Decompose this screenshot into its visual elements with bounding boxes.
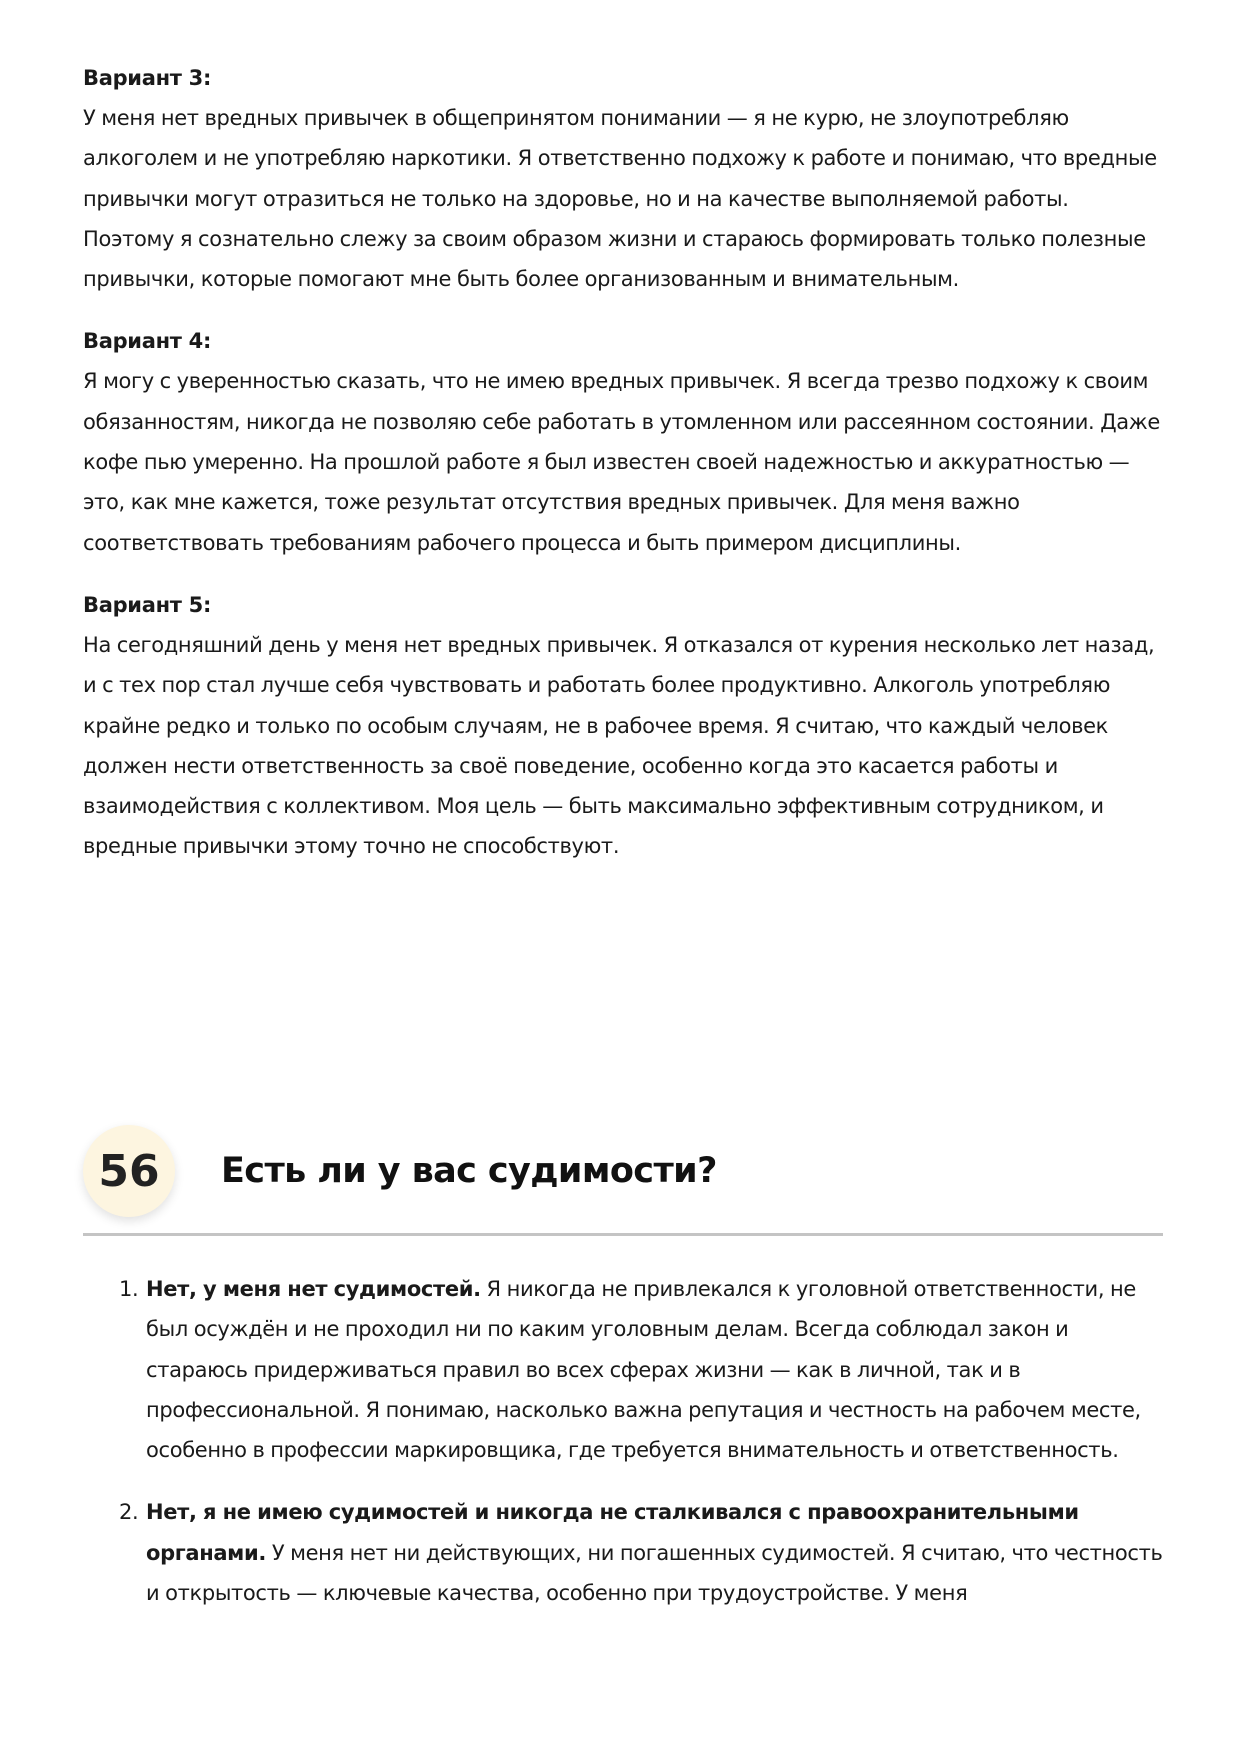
answer-item: [83, 1492, 1163, 1613]
answer-number: 2.: [119, 1500, 139, 1525]
variant-text: На сегодняшний день у меня нет вредных привычек. Я отказался от курения несколько лет назад, и с тех пор стал лучше себя чувствовать и работать более продуктивно. Алкоголь употребляю крайне редко и только по особым случаям, не в рабочее время. Я считаю, что каждый человек должен нести ответственность за своё поведение, особенно когда это касается работы и взаимодействия с коллективом. Моя цель — быть максимально эффективным сотрудником, и вредные привычки этому точно не способствуют.: [83, 632, 1155, 859]
answers-list: [83, 1269, 1163, 1635]
variant-block: [83, 321, 1163, 562]
answer-lead: Нет, у меня нет судимостей.: [146, 1277, 481, 1301]
answer-text: У меня нет ни действующих, ни погашенных судимостей. Я считаю, что честность и открытость — ключевые качества, особенно при трудоустройстве. У меня: [146, 1540, 1163, 1606]
variant-text: Я могу с уверенностью сказать, что не имею вредных привычек. Я всегда трезво подхожу к своим обязанностям, никогда не позволяю себе работать в утомленном или рассеянном состоянии. Даже кофе пью умеренно. На прошлой работе я был известен своей надежностью и аккуратностью — это, как мне кажется, тоже результат отсутствия вредных привычек. Для меня важно соответствовать требованиям рабочего процесса и быть примером дисциплины.: [83, 369, 1160, 555]
variant-title: Вариант 4:: [83, 329, 212, 354]
question-title: Есть ли у вас судимости?: [221, 1151, 717, 1191]
answer-lead: Нет, я не имею судимостей и никогда не сталкивался с правоохранительными органами.: [146, 1500, 1079, 1565]
divider: [83, 1233, 1163, 1236]
answer-text: Я никогда не привлекался к уголовной ответственности, не был осуждён и не проходил ни по каким уголовным делам. Всегда соблюдал закон и стараюсь придерживаться правил во всех сферах жизни — как в личной, так и в профессиональной. Я понимаю, насколько важна репутация и честность на рабочем месте, особенно в профессии маркировщика, где требуется внимательность и ответственность.: [146, 1277, 1141, 1463]
variants-section: [83, 58, 1163, 889]
answer-number: 1.: [119, 1277, 139, 1301]
variant-block: [83, 58, 1163, 299]
variant-title: Вариант 5:: [83, 592, 212, 617]
variant-text: У меня нет вредных привычек в общепринятом понимании — я не курю, не злоупотребляю алкоголем и не употребляю наркотики. Я ответственно подхожу к работе и понимаю, что вредные привычки могут отразиться не только на здоровье, но и на качестве выполняемой работы. Поэтому я сознательно слежу за своим образом жизни и стараюсь формировать только полезные привычки, которые помогают мне быть более организованным и внимательным.: [83, 106, 1157, 292]
variant-title: Вариант 3:: [83, 66, 212, 90]
question-header: [83, 1125, 1163, 1237]
question-number-badge: 56: [83, 1125, 175, 1217]
answer-item: [83, 1269, 1163, 1470]
variant-block: [83, 585, 1163, 867]
